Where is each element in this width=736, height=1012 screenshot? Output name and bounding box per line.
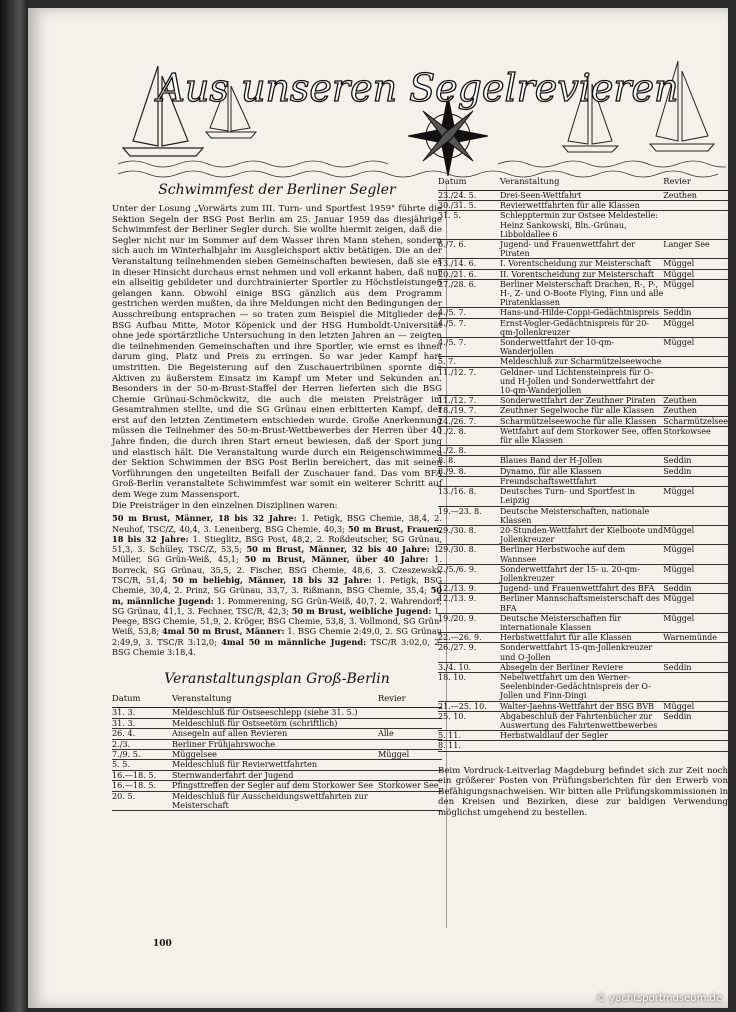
cell-date: 31. 3.	[112, 707, 136, 718]
results-intro: Die Preisträger in den einzelnen Disziplinen waren:	[112, 500, 338, 511]
result-discipline: 4mal 50 m männliche Jugend:	[221, 636, 367, 647]
table-row	[438, 367, 728, 396]
cell-date: 5. 11.	[438, 731, 461, 741]
cell-date: 26. 4.	[112, 728, 136, 739]
cell-date: 23./24. 5.	[438, 191, 477, 200]
page-number: 100	[153, 939, 172, 949]
cell-date: 2./3.	[112, 738, 131, 749]
cell-event: Revierwettfahrten für alle Klassen	[500, 201, 640, 211]
table-row	[438, 416, 728, 426]
table-row	[438, 338, 728, 357]
cell-area	[663, 506, 728, 525]
cell-area	[378, 770, 442, 780]
cell-event: Scharmützelseewoche für alle Klassen	[500, 416, 657, 426]
cell-area	[663, 211, 728, 240]
cell-event: Walter-Jaehns-Wettfahrt der BSG BVB	[500, 701, 654, 711]
cell-date: 13./14. 6.	[438, 259, 477, 269]
table-row	[438, 259, 728, 269]
cell-area: Zeuthen	[663, 191, 697, 200]
cell-date: 29./30. 8.	[438, 525, 477, 535]
table-row	[438, 711, 728, 730]
cell-event: Ansegeln auf allen Revieren	[172, 728, 288, 739]
cell-area: Müggel	[663, 701, 695, 711]
table-row	[438, 701, 728, 711]
cell-area: Storkower See	[378, 780, 439, 791]
table-row	[438, 564, 728, 583]
cell-area	[663, 731, 728, 741]
cell-area: Müggel	[663, 259, 695, 269]
cell-event: Absegeln der Berliner Reviere	[500, 662, 624, 672]
watermark: © yachtsportmuseum.de	[596, 993, 722, 1004]
result-winners: TSC/R 3:02,0, 2. BSG Chemie 3:18,4.	[112, 636, 443, 658]
result-winners: 1. BSG Chemie 2:49,0, 2. SG Grünau 2:49,9, 3. TSC/R 3:12,0;	[112, 626, 442, 647]
cell-event	[500, 741, 663, 751]
header-title: Aus unseren Segelrevieren	[157, 66, 679, 110]
cell-area	[663, 367, 728, 396]
column-header-event: Veranstaltung	[172, 693, 378, 708]
plan-title: Veranstaltungsplan Groß-Berlin	[164, 671, 390, 688]
cell-area	[663, 643, 728, 662]
result-winners: 1. Petigk, BSG Chemie, 38,4, 2. Neuhof, TSC/Z, 40,4, 3. Lenenberg, BSG Chemie, 40,3;	[112, 513, 442, 534]
cell-area: Seddin	[663, 466, 692, 476]
header-illustration	[118, 36, 726, 181]
result-discipline: 50 m Brust, weibliche Jugend:	[291, 605, 432, 616]
cell-date: 21.—25. 10.	[438, 701, 487, 711]
cell-date: 1./2. 8.	[438, 446, 467, 456]
cell-event: Meldeschluß zur Scharmützelseewoche	[500, 357, 662, 367]
table-row	[438, 741, 728, 751]
cell-date: 11./12. 7.	[438, 396, 477, 406]
article-title: Schwimmfest der Berliner Segler	[158, 182, 396, 198]
cell-date: 13./16. 8.	[438, 487, 477, 497]
schedule-table-left	[112, 693, 442, 811]
result-discipline: 50 m, männliche Jugend:	[112, 585, 442, 606]
cell-event: 20-Stunden-Wettfahrt der Kielboote und Jollenkreuzer	[500, 525, 664, 545]
cell-event: Deutsche Meisterschaften, nationale Klassen	[500, 506, 650, 525]
cell-area	[378, 739, 442, 749]
cell-area	[378, 718, 442, 728]
table-row	[438, 211, 728, 240]
cell-event: Meldeschluß für Ostseetörn (schriftlich)	[172, 717, 338, 728]
cell-area	[378, 791, 442, 811]
cell-event: Pfingsttreffen der Segler auf dem Storkower See	[172, 780, 374, 791]
table-row	[438, 545, 728, 564]
table-row	[438, 269, 728, 279]
cell-event	[500, 446, 663, 456]
cell-area	[663, 672, 728, 701]
cell-date: 4./5. 7.	[438, 308, 467, 318]
cell-event: Berliner Herbstwoche auf dem Wannsee	[500, 545, 626, 564]
table-row	[438, 279, 728, 308]
cell-event: Berliner Mannschaftsmeisterschaft des BFA	[500, 594, 660, 613]
notice-text: Beim Vordruck-Leitverlag Magdeburg befindet sich zur Zeit noch ein größerer Posten von Prüfungsberichten für den Erwerb von Befähigungsnachweisen. Wir bitten alle Prüfungskommissionen in den Kreisen und Bezirken, diese zur baldigen Verwendung möglichst umgehend zu bestellen.	[438, 765, 728, 818]
cell-event: Zeuthner Segelwoche für alle Klassen	[500, 406, 655, 416]
table-row	[438, 446, 728, 456]
cell-area: Müggel	[663, 279, 695, 289]
cell-event: Freundschaftswettfahrt	[500, 476, 597, 486]
cell-area: Müggel	[663, 594, 695, 604]
cell-event: Herbstwettfahrt für alle Klassen	[500, 633, 632, 643]
waves-decoration	[118, 161, 726, 177]
cell-area: Müggel	[663, 318, 695, 328]
cell-date: 12./13. 9.	[438, 594, 477, 604]
table-row	[438, 406, 728, 416]
table-row	[438, 396, 728, 406]
cell-event: Sonderwettfahrt 15-qm-Jollenkreuzer und O-Jollen	[500, 643, 653, 662]
cell-area: Müggel	[378, 749, 410, 759]
right-column	[438, 176, 728, 819]
table-row	[438, 613, 728, 632]
table-row	[112, 791, 442, 811]
cell-event: Nebelwettfahrt um den Werner-Seelenbinder-Gedächtnispreis der O-Jollen und Finn-Dingi	[500, 672, 651, 701]
cell-event: Jugend- und Frauenwettfahrt des BFA	[500, 584, 655, 594]
cell-event: Schlepptermin zur Ostsee Meldestelle: Heinz Sankowski, Bln.-Grünau, Libboldallee 6	[500, 211, 658, 239]
cell-event: Müggelsee	[172, 749, 217, 759]
result-discipline: 50 m Brust, Männer, über 40 Jahre:	[244, 554, 429, 565]
table-row	[438, 240, 728, 259]
table-row	[438, 525, 728, 544]
table-row	[438, 633, 728, 643]
cell-area	[663, 741, 728, 751]
cell-date: 12./13. 9.	[438, 584, 477, 594]
column-header-date: Datum	[112, 693, 172, 708]
schedule-table-right	[438, 176, 728, 752]
result-discipline: 50 m Brust, Männer, 18 bis 32 Jahre:	[112, 513, 297, 524]
table-row	[438, 466, 728, 476]
result-discipline: 50 m Brust, Männer, 32 bis 40 Jahre:	[246, 544, 430, 555]
cell-date: 27./28. 6.	[438, 279, 477, 289]
table-row	[438, 594, 728, 613]
cell-event: Wettfahrt auf dem Storkower See, offen für alle Klassen	[500, 426, 662, 446]
cell-area: Langer See	[663, 240, 710, 250]
cell-area: Müggel	[663, 545, 695, 555]
cell-date: 29./30. 8.	[438, 545, 477, 555]
table-row	[112, 729, 442, 739]
cell-area: Müggel	[663, 564, 695, 574]
cell-date: 5. 5.	[112, 759, 131, 770]
cell-area: Seddin	[663, 584, 692, 594]
cell-area	[378, 708, 442, 718]
cell-area	[663, 446, 728, 456]
cell-date: 7./9. 5.	[112, 749, 141, 759]
cell-date: 6./7. 6.	[438, 240, 467, 250]
cell-date: 16.—18. 5.	[112, 780, 157, 791]
cell-date: 26./27. 9.	[438, 643, 477, 653]
cell-event: Blaues Band der H-Jollen	[500, 456, 603, 466]
result-winners: 1. Müller, SG Grün-Weiß, 45,1;	[112, 544, 442, 565]
table-row	[438, 506, 728, 525]
cell-date: 22.—26. 9.	[438, 633, 482, 643]
table-row	[112, 770, 442, 780]
result-winners: 1. Pommerening, SG Grün-Weiß, 40,7, 2. Wahrendorf, SG Grünau, 41,1, 3. Fechner, TSC/R, 42,3;	[112, 595, 442, 616]
table-row	[438, 357, 728, 367]
table-row	[438, 201, 728, 211]
article-body	[112, 204, 442, 511]
cell-area	[663, 357, 728, 367]
cell-area: Alle	[378, 728, 394, 739]
cell-area: Warnemünde	[663, 633, 718, 643]
table-row	[438, 318, 728, 337]
cell-date: 30./31. 5.	[438, 201, 477, 211]
cell-area: Müggel	[663, 613, 695, 623]
result-winners: 1. Peege, BSG Chemie, 51,9, 2. Kröger, BSG Chemie, 53,8, 3. Vollmond, SG Grün-Weiß, 53,8;	[112, 605, 442, 637]
result-discipline: 50 m beliebig, Männer, 18 bis 32 Jahre:	[172, 575, 372, 585]
cell-date: 8. 8.	[438, 456, 456, 466]
cell-date: 11./12. 7.	[438, 367, 477, 377]
cell-date: 3./4. 10.	[438, 662, 472, 672]
table-row	[438, 487, 728, 506]
cell-area: Scharmützelsee	[663, 416, 728, 426]
cell-area: Seddin	[663, 308, 692, 318]
table-row	[438, 672, 728, 701]
cell-event: Herbstwaldlauf der Segler	[500, 731, 608, 741]
cell-area: Storkowsee	[663, 426, 711, 436]
cell-date: 18./19. 7.	[438, 406, 477, 416]
cell-date: 1./2. 8.	[438, 426, 467, 436]
table-row	[438, 456, 728, 466]
table-row	[438, 662, 728, 672]
cell-date: 16.—18. 5.	[112, 769, 157, 780]
result-winners: 1. Petigk, BSG Chemie, 30,4, 2. Prinz, SG Grünau, 33,7, 3. Rißmann, BSG Chemie, 35,4;	[112, 575, 442, 596]
cell-event: Berliner Meisterschaft Drachen, R-, P-, H-, Z- und O-Boote Flying, Finn und alle Piratenklassen	[500, 279, 664, 308]
table-row	[112, 760, 442, 770]
cell-event: Hans-und-Hilde-Coppi-Gedächtnispreis	[500, 308, 659, 318]
cell-event: Jugend- und Frauenwettfahrt der Piraten	[500, 240, 636, 259]
cell-date: 24./26. 7.	[438, 416, 477, 426]
cell-date: 19./20. 9.	[438, 613, 477, 623]
column-header-area: Revier	[378, 693, 442, 708]
cell-event: Sternwanderfahrt der Jugend	[172, 769, 294, 780]
article-paragraph: Unter der Losung „Vorwärts zum III. Turn- und Sportfest 1959" führte die Sektion Segeln der BSG Post Berlin am 25. Januar 1959 das diesjährige Schwimmfest der Berliner Segler durch. Sie wollte hiermit zeigen, daß die Segler nicht nur im Sommer auf dem Wasser ihren Mann stehen, sondern sich auch im Winterhalbjahr im Ausgleichsport aktiv betätigen. Die an der Veranstaltung teilnehmenden sieben Gemeinschaften bewiesen, daß sie es in dieser Hinsicht durchaus ernst nehmen und voll erkannt haben, daß nur ein allseitig gebildeter und durchtrainierter Sportler zu Höchstleistungen gelangen kann. Obwohl einige BSG gänzlich aus dem Programm gestrichen werden mußten, da ihre Meldungen nicht den Bedingungen der Ausschreibung entsprachen — so traten zum Beispiel die Mitglieder der BSG Aufbau Mitte, Motor Köpenick und der HSG Humboldt-Universität ohne jede sportärztliche Untersuchung in den letzten Jahren an — zeigten die teilnehmenden Gemeinschaften und ihre Sportler, wie ernst es ihnen darum ging, Platz und Preis zu erringen. So war jeder Kampf hart umstritten. Die Begeisterung auf den Zuschauertribünen spornte die Aktiven zu äußerstem Einsatz im Kampf um Meter und Sekunden an. Besonders in der 50-m-Brust-Staffel der Herren lieferten sich die BSG Chemie Grünau-Schmöckwitz, die auch die meisten Preisträger im Gesamtrahmen stellte, und die SG Grünau einen erbitterten Kampf, der erst auf den letzten Zentimetern entschieden wurde. Große Anerkennung müssen die Teilnehmer des 50-m-Brust-Wettbewerbes der Herren über 40 Jahre finden, die durch ihren Start erneut bewiesen, daß der Sport jung und elastisch hält. Die Veranstaltung wurde durch ein Reigenschwimmen der Sektion Schwimmen der BSG Post Berlin bereichert, das mit seinen Vorführungen den ungeteilten Beifall der Zuschauer fand. Das vom BFA Groß-Berlin veranstaltete Schwimmfest war somit ein weiterer Schritt auf dem Wege zum Massensport.	[112, 204, 442, 501]
cell-event: Geldner- und Lichtensteinpreis für O- und H-Jollen und Sonderwettfahrt der 10-qm-Wanderjollen	[500, 367, 655, 396]
cell-date: 8./9. 8.	[438, 466, 467, 476]
cell-area	[663, 476, 728, 486]
cell-date: 25. 10.	[438, 711, 466, 721]
cell-date: 2./5./6. 9.	[438, 564, 477, 574]
cell-area: Seddin	[663, 456, 692, 466]
cell-date: 20./21. 6.	[438, 269, 477, 279]
results-list	[112, 513, 442, 657]
cell-event: Abgabeschluß der Fahrtenbücher zur Auswertung des Fahrtenwettbewerbes	[500, 711, 658, 730]
cell-event: Sonderwettfahrt der Zeuthner Piraten	[500, 396, 656, 406]
table-row	[112, 739, 442, 749]
cell-area	[378, 760, 442, 770]
table-row	[438, 643, 728, 662]
result-winners: 1. Stieglitz, BSG Post, 48,2, 2. Roßdeutscher, SG Grünau, 51,3, 3. Schüley, TSC/Z, 53,5;	[112, 533, 442, 555]
cell-date: 5. 7.	[438, 357, 456, 367]
table-row	[112, 781, 442, 791]
cell-event: Meldeschluß für Ostseeschlepp (siehe 31. 5.)	[172, 707, 358, 718]
cell-area: Seddin	[663, 662, 692, 672]
cell-event: Deutsches Turn- und Sportfest in Leipzig	[500, 487, 636, 506]
cell-event: Sonderwettfahrt der 10-qm-Wanderjollen	[500, 338, 615, 357]
cell-event: Meldeschluß für Revierwettfahrten	[172, 759, 318, 770]
cell-date: 20. 5.	[112, 790, 136, 801]
cell-event: Berliner Frühjahrswoche	[172, 738, 276, 749]
table-row	[112, 708, 442, 718]
cell-area: Seddin	[663, 711, 692, 721]
book-binding	[0, 0, 28, 1012]
cell-area: Müggel	[663, 269, 695, 279]
cell-date: 4./5. 7.	[438, 338, 467, 348]
table-row	[438, 191, 728, 201]
cell-event: I. Vorentscheidung zur Meisterschaft	[500, 259, 651, 269]
cell-date: 8. 11.	[438, 741, 461, 751]
table-row	[112, 718, 442, 728]
result-discipline: 50 m Brust, Frauen, 18 bis 32 Jahre:	[112, 523, 442, 544]
table-row	[438, 476, 728, 486]
cell-area: Zeuthen	[663, 396, 697, 406]
cell-event: Drei-Seen-Wettfahrt	[500, 191, 582, 200]
cell-event: Dynamo, für alle Klassen	[500, 466, 602, 476]
cell-area: Müggel	[663, 338, 695, 348]
column-header-date: Datum	[438, 176, 500, 191]
left-column	[112, 176, 442, 811]
cell-event: Ernst-Vogler-Gedächtnispreis für 20-qm-Jollenkreuzer	[500, 318, 649, 337]
cell-event: Meldeschluß für Ausscheidungswettfahrten zur Meisterschaft	[172, 790, 368, 811]
table-row	[438, 731, 728, 741]
cell-area: Müggel	[663, 525, 695, 535]
cell-date: 19.—23. 8.	[438, 506, 482, 516]
table-row	[438, 584, 728, 594]
cell-date: 4./5. 7.	[438, 318, 467, 328]
table-row	[438, 308, 728, 318]
cell-area: Zeuthen	[663, 406, 697, 416]
cell-date: 31. 5.	[438, 211, 461, 221]
cell-event: II. Vorentscheidung zur Meisterschaft	[500, 269, 655, 279]
cell-area	[663, 201, 728, 211]
table-row	[438, 426, 728, 445]
cell-date: 31. 3.	[112, 717, 136, 728]
cell-date: 18. 10.	[438, 672, 466, 682]
magazine-page	[28, 8, 728, 1008]
cell-event: Sonderwettfahrt der 15- u. 20-qm-Jollenkreuzer	[500, 564, 640, 583]
cell-date	[438, 476, 500, 486]
result-winners: 1. Borreck, SG Grünau, 35,5, 2. Fischer, BSG Chemie, 48,6, 3. Czeszewski, TSC/R, 51,4;	[112, 554, 442, 585]
cell-event: Deutsche Meisterschaften für internationale Klassen	[500, 613, 621, 632]
table-row	[112, 750, 442, 760]
cell-area: Müggel	[663, 487, 695, 497]
column-header-area: Revier	[663, 176, 728, 191]
result-discipline: 4mal 50 m Brust, Männer:	[161, 626, 285, 637]
column-header-event: Veranstaltung	[500, 176, 663, 191]
